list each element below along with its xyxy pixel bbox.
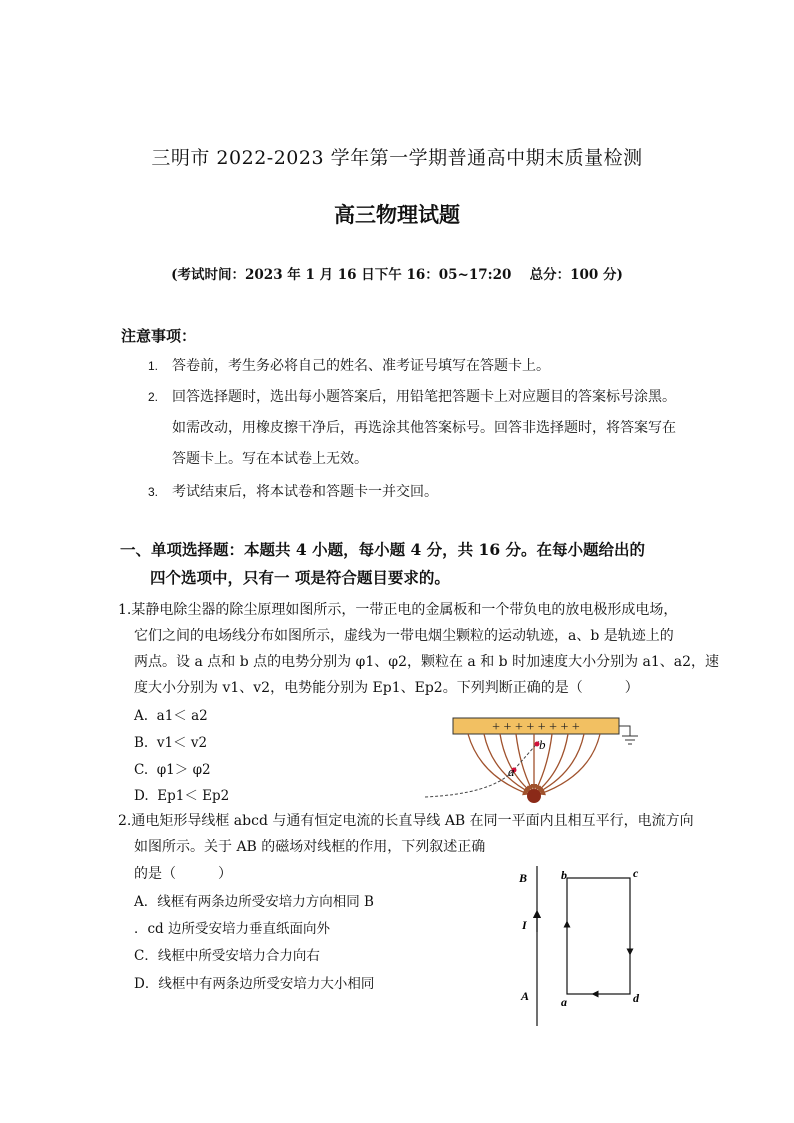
- label-a: a: [561, 995, 567, 1009]
- exam-info: (考试时间：2023 年 1 月 16 日下午 16：05~17:20 总分：100 分): [171, 267, 623, 283]
- q2-option-a: A．线框有两条边所受安培力方向相同 B: [134, 894, 374, 910]
- field-lines: [468, 734, 600, 794]
- label-d: d: [633, 991, 639, 1005]
- q2-option-b: ．cd 边所受安培力垂直纸面向外: [134, 921, 330, 937]
- notice-heading: 注意事项：: [121, 327, 197, 345]
- notice-item-3-text: 考试结束后，将本试卷和答题卡一并交回。: [172, 484, 438, 500]
- q2-option-d: D．线框中有两条边所受安培力大小相同: [134, 976, 375, 992]
- subject-title: 高三物理试题: [334, 202, 460, 227]
- q1-option-c: C. φ1＞ φ2: [134, 762, 211, 778]
- label-c: c: [633, 866, 639, 880]
- label-b: b: [561, 868, 567, 882]
- notice-item-1-num: 1.: [148, 359, 159, 373]
- q1-line-3: 两点。设 a 点和 b 点的电势分别为 φ1、φ2，颗粒在 a 和 b 时加速度大小分别为 a1、a2，速: [134, 654, 720, 670]
- section-heading-line-2: 四个选项中，只有一 项是符合题目要求的。: [150, 568, 450, 587]
- precipitator-figure: [420, 714, 650, 810]
- q1-line-4: 度大小分别为 v1、v2，电势能分别为 Ep1、Ep2。下列判断正确的是（ ）: [134, 680, 639, 696]
- ground-icon: [619, 726, 638, 744]
- q1-option-a: A. a1＜ a2: [134, 708, 208, 724]
- section-heading-line-1: 一、单项选择题：本题共 4 小题，每小题 4 分，共 16 分。在每小题给出的: [120, 540, 646, 559]
- q1-option-d: D. Ep1＜ Ep2: [134, 788, 230, 804]
- notice-item-1-text: 答卷前，考生务必将自己的姓名、准考证号填写在答题卡上。: [172, 358, 550, 374]
- q2-line-1: 2.通电矩形导线框 abcd 与通有恒定电流的长直导线 AB 在同一平面内且相互平行，电流方向: [118, 813, 694, 829]
- notice-item-2-line-3: 答题卡上。写在本试卷上无效。: [172, 451, 368, 467]
- q2-line-2: 如图所示。关于 AB 的磁场对线框的作用，下列叙述正确: [134, 839, 486, 855]
- notice-item-2-num: 2.: [148, 390, 159, 404]
- notice-item-2-line-2: 如需改动，用橡皮擦干净后，再选涂其他答案标号。回答非选择题时，将答案写在: [172, 420, 676, 436]
- q1-option-b: B. v1＜ v2: [134, 735, 208, 751]
- notice-item-3-num: 3.: [148, 485, 159, 499]
- q2-option-c: C．线框中所受安培力合力向右: [134, 948, 320, 964]
- label-I: I: [522, 918, 527, 932]
- exam-title: 三明市 2022-2023 学年第一学期普通高中期末质量检测: [151, 147, 643, 169]
- rectangular-loop: [567, 878, 630, 994]
- q2-line-3: 的是（ ）: [134, 866, 232, 882]
- wire-loop-figure: [515, 862, 660, 1028]
- notice-item-2-line-1: 回答选择题时，选出每小题答案后，用铅笔把答题卡上对应题目的答案标号涂黑。: [172, 389, 676, 405]
- point-a-label: a: [508, 764, 515, 779]
- label-A: A: [521, 989, 530, 1003]
- point-b-label: b: [539, 737, 546, 752]
- q1-line-2: 它们之间的电场线分布如图所示，虚线为一带电烟尘颗粒的运动轨迹，a、b 是轨迹上的: [134, 628, 674, 644]
- label-B: B: [519, 871, 528, 885]
- plate-signs: + + + + + + + +: [492, 720, 580, 735]
- q1-line-1: 1.某静电除尘器的除尘原理如图所示，一带正电的金属板和一个带负电的放电极形成电场，: [118, 602, 678, 618]
- discharge-electrode: [527, 789, 541, 803]
